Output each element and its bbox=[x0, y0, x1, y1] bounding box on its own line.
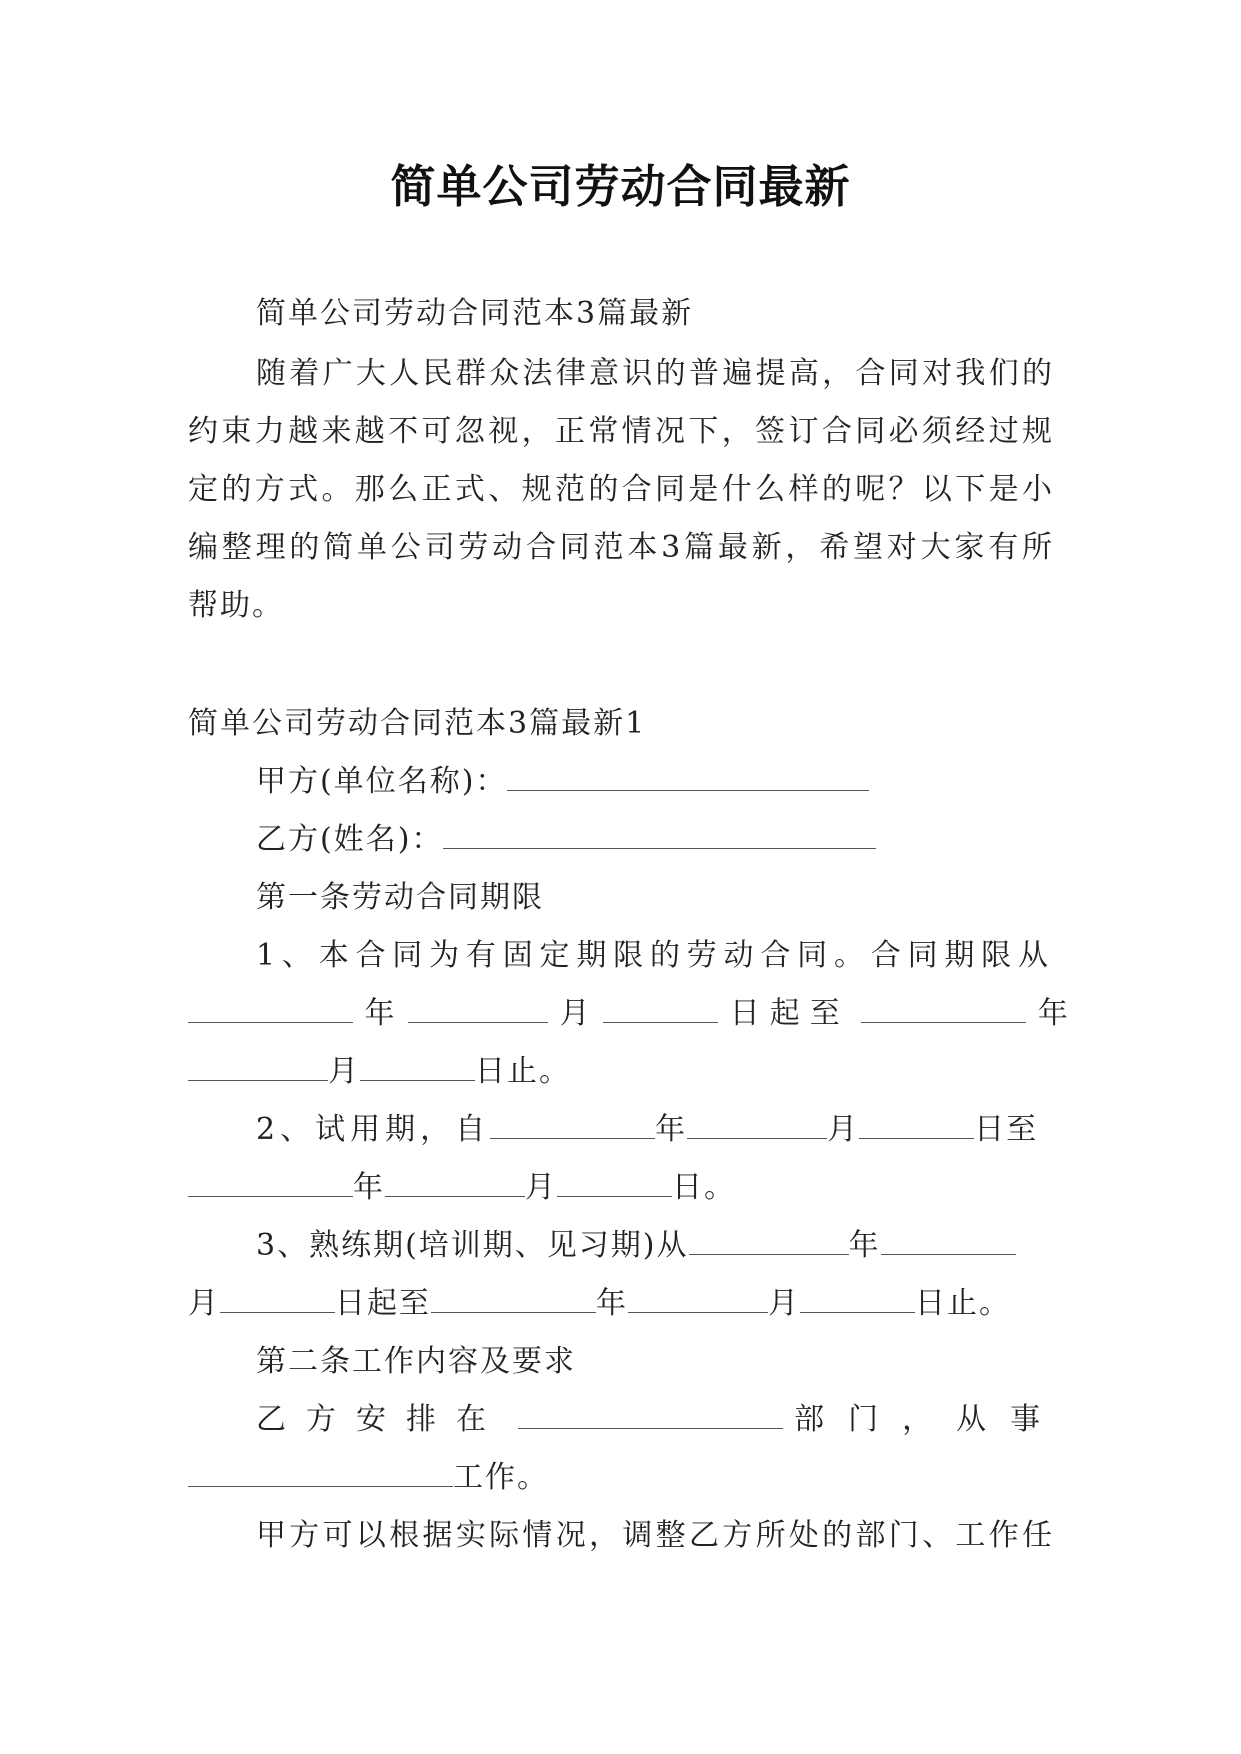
blank bbox=[689, 1226, 849, 1255]
subtitle: 简单公司劳动合同范本3篇最新 bbox=[256, 296, 694, 331]
item-1-line-1: 1、本合同为有固定期限的劳动合同。合同期限从 bbox=[256, 938, 1054, 973]
blank bbox=[188, 994, 353, 1023]
day-label: 日起至 bbox=[335, 1286, 431, 1321]
party-a-blank bbox=[507, 762, 869, 791]
year-label: 年 bbox=[1037, 996, 1070, 1031]
year-label: 年 bbox=[596, 1286, 628, 1321]
item-3-line-2 bbox=[188, 1282, 1054, 1326]
work-line-1 bbox=[256, 1398, 1065, 1442]
dept-blank bbox=[518, 1400, 783, 1429]
intro-line-3: 定的方式。那么正式、规范的合同是什么样的呢？以下是小 bbox=[188, 472, 1054, 507]
work-prefix: 乙方安排在 bbox=[256, 1402, 506, 1437]
intro-line-1: 随着广大人民群众法律意识的普遍提高，合同对我们的 bbox=[256, 356, 1054, 391]
intro-line-4: 编整理的简单公司劳动合同范本3篇最新，希望对大家有所 bbox=[188, 530, 1054, 565]
item-2-prefix: 2、试用期，自 bbox=[256, 1112, 491, 1147]
month-label: 月 bbox=[559, 996, 592, 1031]
year-label: 年 bbox=[353, 1170, 385, 1205]
blank bbox=[188, 1168, 353, 1197]
item-1-line-2 bbox=[188, 992, 1070, 1036]
year-label: 年 bbox=[364, 996, 397, 1031]
document-title: 简单公司劳动合同最新 bbox=[390, 160, 851, 213]
last-line: 甲方可以根据实际情况，调整乙方所处的部门、工作任 bbox=[256, 1518, 1054, 1553]
blank bbox=[687, 1110, 827, 1139]
blank bbox=[490, 1110, 655, 1139]
blank bbox=[188, 1052, 328, 1081]
blank bbox=[220, 1284, 335, 1313]
month-label: 月 bbox=[328, 1054, 360, 1089]
month-label: 月 bbox=[525, 1170, 557, 1205]
party-b-label: 乙方(姓名)： bbox=[256, 822, 444, 857]
item-3-prefix: 3、熟练期(培训期、见习期)从 bbox=[256, 1228, 689, 1263]
blank bbox=[603, 994, 718, 1023]
blank bbox=[431, 1284, 596, 1313]
month-label: 月 bbox=[188, 1286, 220, 1321]
party-a-label: 甲方(单位名称)： bbox=[256, 764, 508, 799]
day-label: 日止。 bbox=[915, 1286, 1011, 1321]
party-b-blank bbox=[443, 820, 876, 849]
day-label: 日。 bbox=[672, 1170, 736, 1205]
party-b-line bbox=[256, 818, 1054, 862]
year-label: 年 bbox=[655, 1112, 688, 1147]
item-3-line-1 bbox=[256, 1224, 1054, 1268]
day-label: 日止。 bbox=[475, 1054, 571, 1089]
party-a-line bbox=[256, 760, 1054, 804]
blank bbox=[408, 994, 548, 1023]
article-2-title: 第二条工作内容及要求 bbox=[256, 1344, 576, 1379]
blank bbox=[861, 994, 1026, 1023]
work-end-label: 工作。 bbox=[453, 1460, 549, 1495]
blank bbox=[628, 1284, 768, 1313]
intro-line-2: 约束力越来越不可忽视，正常情况下，签订合同必须经过规 bbox=[188, 414, 1054, 449]
item-1-line-3 bbox=[188, 1050, 1054, 1094]
blank bbox=[360, 1052, 475, 1081]
work-line-2 bbox=[188, 1456, 1054, 1500]
blank bbox=[800, 1284, 915, 1313]
day-label: 日至 bbox=[974, 1112, 1039, 1147]
intro-line-5: 帮助。 bbox=[188, 588, 284, 623]
blank bbox=[385, 1168, 525, 1197]
year-label: 年 bbox=[848, 1228, 881, 1263]
month-label: 月 bbox=[768, 1286, 800, 1321]
blank bbox=[557, 1168, 672, 1197]
blank bbox=[881, 1226, 1016, 1255]
job-blank bbox=[188, 1458, 453, 1487]
article-1-title: 第一条劳动合同期限 bbox=[256, 880, 544, 915]
section-title: 简单公司劳动合同范本3篇最新1 bbox=[188, 706, 647, 741]
month-label: 月 bbox=[827, 1112, 860, 1147]
blank bbox=[859, 1110, 974, 1139]
work-dept-label: 部门，从事 bbox=[794, 1402, 1065, 1437]
item-2-line-2 bbox=[188, 1166, 1054, 1210]
item-2-line-1 bbox=[256, 1108, 1054, 1152]
day-label: 日起至 bbox=[729, 996, 850, 1031]
